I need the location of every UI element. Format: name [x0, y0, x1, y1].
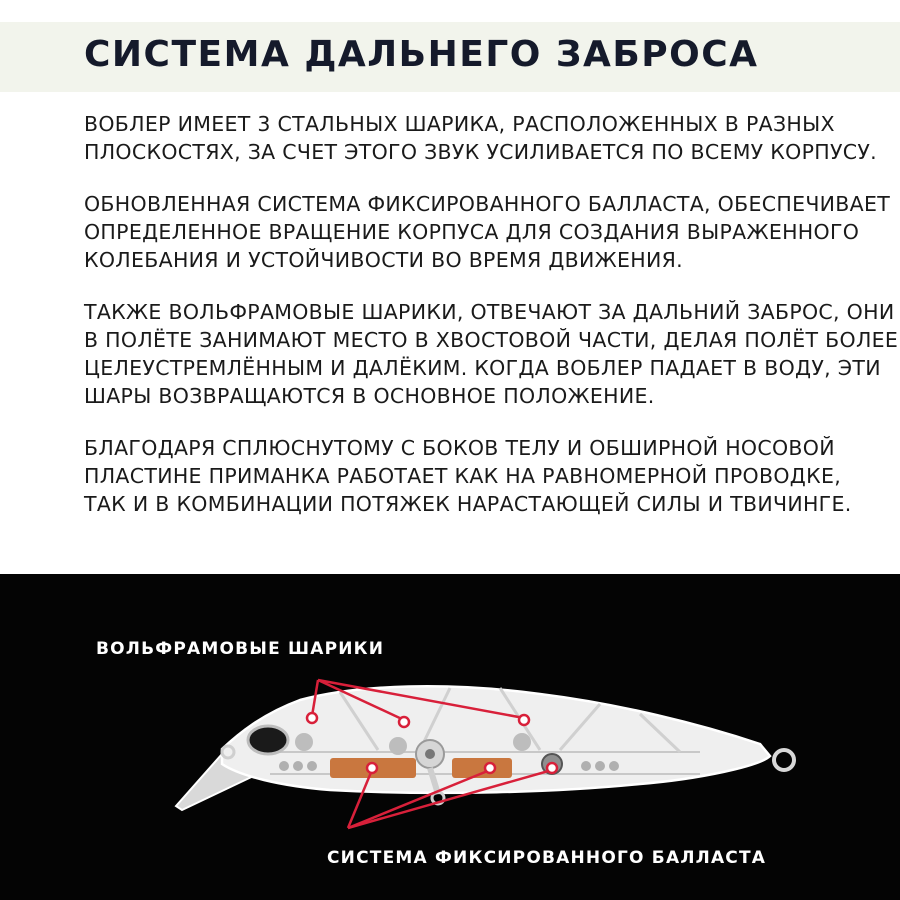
text-line: ЦЕЛЕУСТРЕМЛЁННЫМ И ДАЛЁКИМ. КОГДА ВОБЛЕР ПАДАЕТ В ВОДУ, ЭТИ [84, 356, 881, 380]
text-line: ТАКЖЕ ВОЛЬФРАМОВЫЕ ШАРИКИ, ОТВЕЧАЮТ ЗА ДАЛЬНИЙ ЗАБРОС, ОНИ [84, 300, 895, 324]
lure-body-icon [176, 686, 794, 810]
paragraph-tungsten-balls [84, 298, 899, 410]
text-line: БЛАГОДАРЯ СПЛЮСНУТОМУ С БОКОВ ТЕЛУ И ОБШИРНОЙ НОСОВОЙ [84, 436, 835, 460]
text-line: ТАК И В КОМБИНАЦИИ ПОТЯЖЕК НАРАСТАЮЩЕЙ СИЛЫ И ТВИЧИНГЕ. [84, 492, 852, 516]
lure-diagram-panel [0, 574, 900, 900]
description-text [84, 110, 899, 542]
ballast-chamber-rear [452, 758, 512, 778]
text-line: КОЛЕБАНИЯ И УСТОЙЧИВОСТИ ВО ВРЕМЯ ДВИЖЕНИЯ. [84, 248, 683, 272]
paragraph-ballast-system [84, 190, 891, 274]
text-line: ШАРЫ ВОЗВРАЩАЮТСЯ В ОСНОВНОЕ ПОЛОЖЕНИЕ. [84, 384, 655, 408]
text-line: ПЛАСТИНЕ ПРИМАНКА РАБОТАЕТ КАК НА РАВНОМЕРНОЙ ПРОВОДКЕ, [84, 464, 842, 488]
label-tungsten-balls: ВОЛЬФРАМОВЫЕ ШАРИКИ [96, 639, 385, 659]
page-title: СИСТЕМА ДАЛЬНЕГО ЗАБРОСА [84, 34, 759, 75]
text-line: В ПОЛЁТЕ ЗАНИМАЮТ МЕСТО В ХВОСТОВОЙ ЧАСТИ, ДЕЛАЯ ПОЛЁТ БОЛЕЕ [84, 328, 899, 352]
text-line: ПЛОСКОСТЯХ, ЗА СЧЕТ ЭТОГО ЗВУК УСИЛИВАЕТСЯ ПО ВСЕМУ КОРПУСУ. [84, 140, 877, 164]
text-line: ВОБЛЕР ИМЕЕТ 3 СТАЛЬНЫХ ШАРИКА, РАСПОЛОЖЕННЫХ В РАЗНЫХ [84, 112, 835, 136]
text-line: ОБНОВЛЕННАЯ СИСТЕМА ФИКСИРОВАННОГО БАЛЛАСТА, ОБЕСПЕЧИВАЕТ [84, 192, 891, 216]
text-line: ОПРЕДЕЛЕННОЕ ВРАЩЕНИЕ КОРПУСА ДЛЯ СОЗДАНИЯ ВЫРАЖЕННОГО [84, 220, 860, 244]
paragraph-body-shape [84, 434, 864, 518]
paragraph-steel-balls [84, 110, 877, 166]
label-fixed-ballast: СИСТЕМА ФИКСИРОВАННОГО БАЛЛАСТА [327, 848, 767, 868]
